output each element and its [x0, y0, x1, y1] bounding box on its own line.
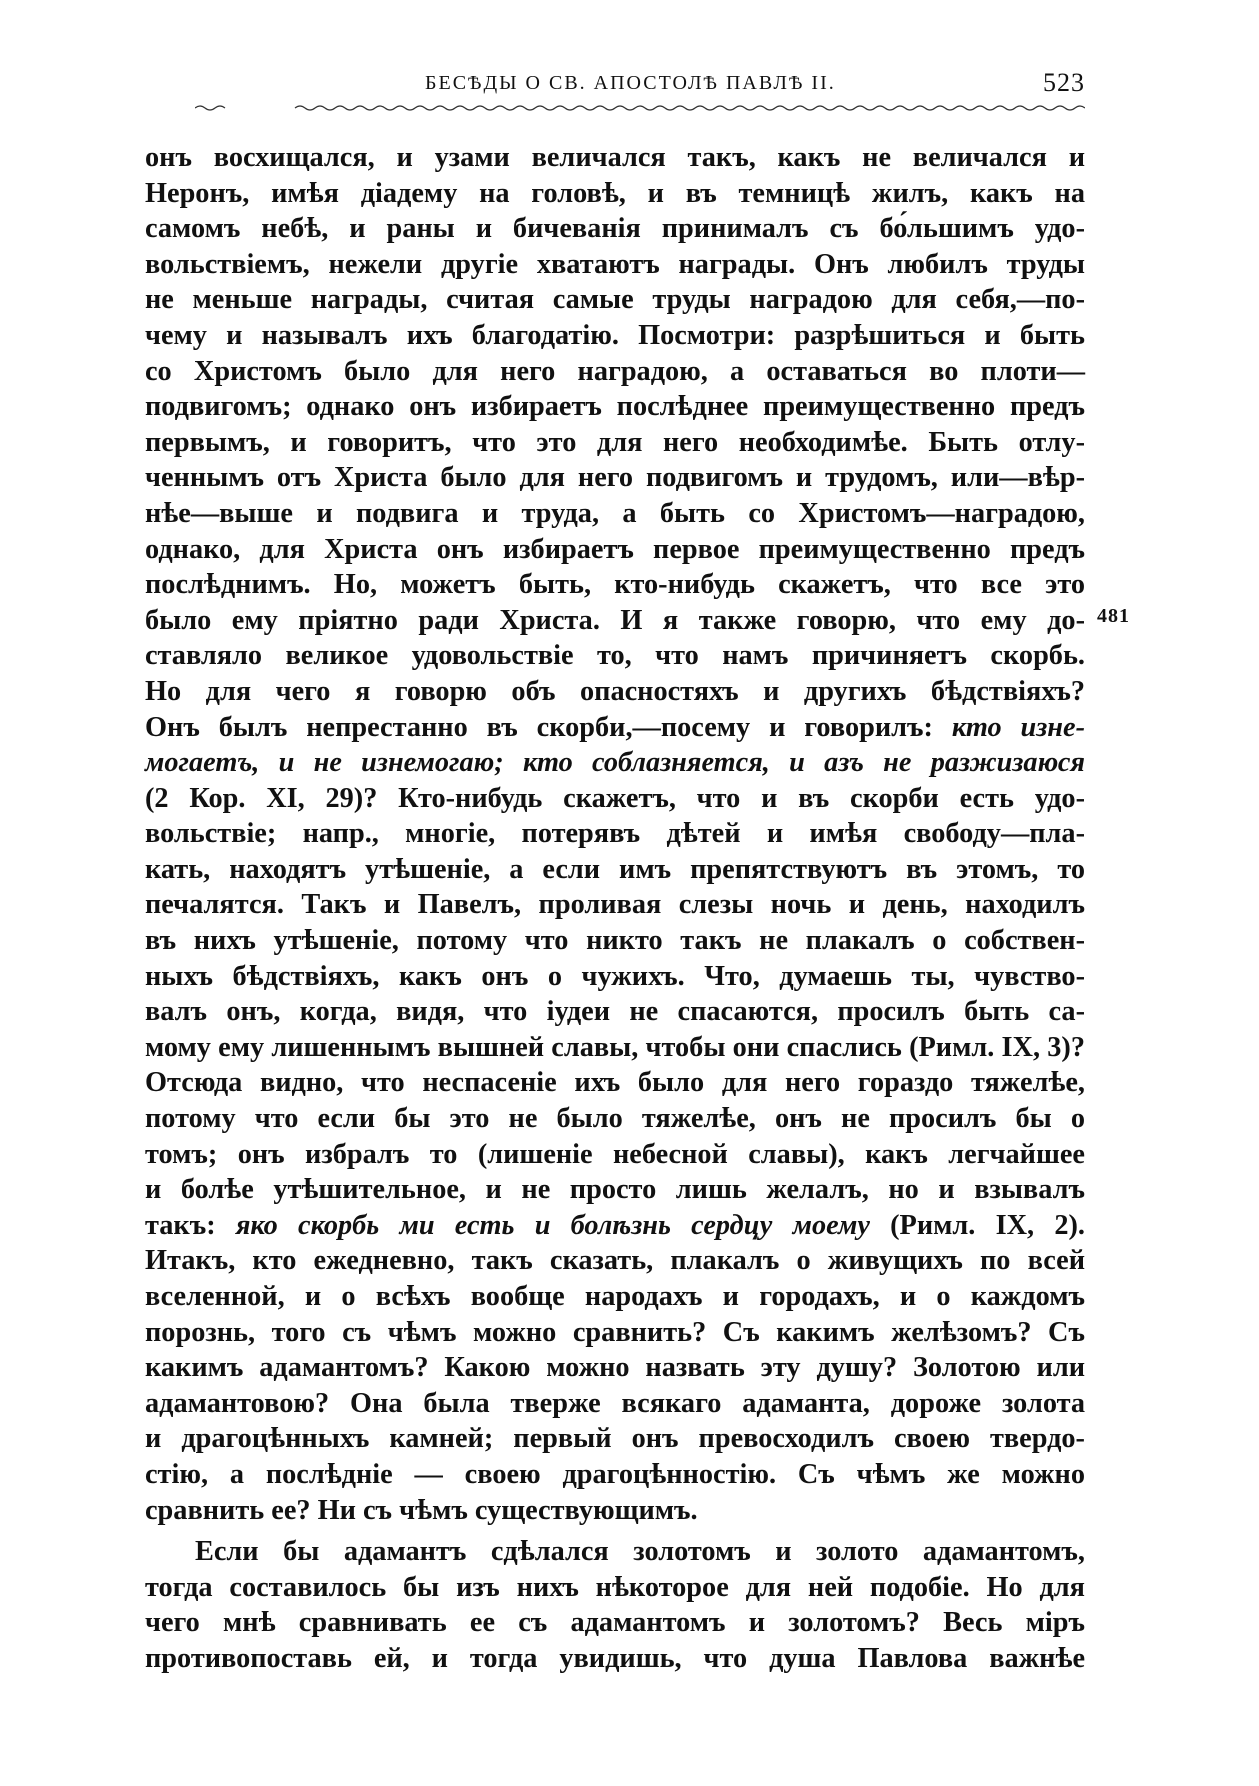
- text-line: какимъ адамантомъ? Какою можно назвать эту душу? Золотою или: [145, 1352, 1085, 1384]
- text-line: чему и называлъ ихъ благодатію. Посмотри: разрѣшиться и быть: [145, 319, 1085, 351]
- text-line: потому что если бы это не было тяжелѣе, онъ не просилъ бы о: [145, 1103, 1085, 1135]
- text-line: самомъ небѣ, и раны и бичеванія принималъ съ бо́льшимъ удо-: [145, 213, 1085, 245]
- running-title: БЕСѢДЫ О СВ. АПОСТОЛѢ ПАВЛѢ II.: [425, 72, 836, 94]
- text-line: мому ему лишеннымъ вышней славы, чтобы они спаслись (Римл. IX, 3)?: [145, 1031, 1085, 1063]
- scripture-quote: могаетъ, и не изнемогаю; кто соблазняется, и азъ не разжизаюся: [145, 747, 1085, 779]
- page-header: [195, 66, 1085, 106]
- text-line: Отсюда видно, что неспасеніе ихъ было для него гораздо тяжелѣе,: [145, 1067, 1085, 1099]
- text-segment: Онъ былъ непрестанно въ скорби,—посему и говорилъ:: [145, 711, 952, 743]
- text-line: тогда составилось бы изъ нихъ нѣкоторое для ней подобіе. Но для: [145, 1571, 1085, 1603]
- text-line: подвигомъ; однако онъ избираетъ послѣднее преимущественно предъ: [145, 391, 1085, 423]
- text-line: печалятся. Такъ и Павелъ, проливая слезы ночь и день, находилъ: [145, 889, 1085, 921]
- text-segment: такъ:: [145, 1209, 236, 1241]
- text-line: Итакъ, кто ежедневно, такъ сказать, плакалъ о живущихъ по всей: [145, 1245, 1085, 1277]
- text-line: и драгоцѣнныхъ камней; первый онъ превосходилъ своею твердо-: [145, 1423, 1085, 1455]
- scripture-quote: яко скорбь ми есть и болѣзнь сердцу моему: [235, 1209, 870, 1241]
- text-line: однако, для Христа онъ избираетъ первое преимущественно предъ: [145, 533, 1085, 565]
- text-line: валъ онъ, когда, видя, что іудеи не спасаются, просилъ быть са-: [145, 996, 1085, 1028]
- text-line: стію, а послѣдніе — своею драгоцѣнностію. Съ чѣмъ же можно: [145, 1458, 1085, 1490]
- text-line: послѣднимъ. Но, можетъ быть, кто-нибудь скажетъ, что все это: [145, 569, 1085, 601]
- text-line: не меньше награды, считая самые труды наградою для себя,—по-: [145, 284, 1085, 316]
- text-line: порознь, того съ чѣмъ можно сравнить? Съ какимъ желѣзомъ? Съ: [145, 1316, 1085, 1348]
- text-line: [145, 710, 1085, 746]
- body-text: [145, 140, 1085, 1677]
- text-line: и болѣе утѣшительное, и не просто лишь желалъ, но и взывалъ: [145, 1174, 1085, 1206]
- text-line: вольствіе; напр., многіе, потерявъ дѣтей и имѣя свободу—пла-: [145, 818, 1085, 850]
- paragraph-first-line: Если бы адамантъ сдѣлался золотомъ и золото адамантомъ,: [195, 1536, 1085, 1568]
- text-line: Неронъ, имѣя діадему на головѣ, и въ темницѣ жилъ, какъ на: [145, 177, 1085, 209]
- text-segment: (Римл. IX, 2).: [869, 1209, 1085, 1241]
- page-number: 523: [1043, 68, 1085, 97]
- text-line: ченнымъ отъ Христа было для него подвигомъ и трудомъ, или—вѣр-: [145, 462, 1085, 494]
- text-line: Но для чего я говорю объ опасностяхъ и другихъ бѣдствіяхъ?: [145, 675, 1085, 707]
- text-line: [145, 1208, 1085, 1244]
- header-rule: [195, 104, 1085, 112]
- text-line: онъ восхищался, и узами величался такъ, какъ не величался и: [145, 142, 1085, 173]
- text-line: противопоставь ей, и тогда увидишь, что душа Павлова важнѣе: [145, 1642, 1085, 1674]
- margin-note: 481: [1097, 605, 1130, 627]
- text-line: томъ; онъ избралъ то (лишеніе небесной славы), какъ легчайшее: [145, 1138, 1085, 1170]
- text-line: (2 Кор. XI, 29)? Кто-нибудь скажетъ, что и въ скорби есть удо-: [145, 782, 1085, 814]
- text-line: чего мнѣ сравнивать ее съ адамантомъ и золотомъ? Весь міръ: [145, 1607, 1085, 1639]
- text-line: было ему пріятно ради Христа. И я также говорю, что ему до-: [145, 604, 1085, 636]
- text-line: ныхъ бѣдствіяхъ, какъ онъ о чужихъ. Что, думаешь ты, чувство-: [145, 960, 1085, 992]
- text-line: нѣе—выше и подвига и труда, а быть со Христомъ—наградою,: [145, 497, 1085, 529]
- text-line: первымъ, и говоритъ, что это для него необходимѣе. Быть отлу-: [145, 426, 1085, 458]
- text-line: со Христомъ было для него наградою, а оставаться во плоти—: [145, 355, 1085, 387]
- scripture-quote: кто изне-: [951, 711, 1085, 743]
- text-line: кать, находятъ утѣшеніе, а если имъ препятствуютъ въ этомъ, то: [145, 853, 1085, 885]
- text-line: вселенной, и о всѣхъ вообще народахъ и городахъ, и о каждомъ: [145, 1281, 1085, 1312]
- text-line: въ нихъ утѣшеніе, потому что никто такъ не плакалъ о собствен-: [145, 925, 1085, 957]
- text-line: адамантовою? Она была тверже всякаго адаманта, дороже золота: [145, 1387, 1085, 1419]
- text-line: ставляло великое удовольствіе то, что намъ причиняетъ скорбь.: [145, 640, 1085, 672]
- text-line: вольствіемъ, нежели другіе хватаютъ награды. Онъ любилъ труды: [145, 248, 1085, 280]
- text-line: сравнить ее? Ни съ чѣмъ существующимъ.: [145, 1494, 698, 1526]
